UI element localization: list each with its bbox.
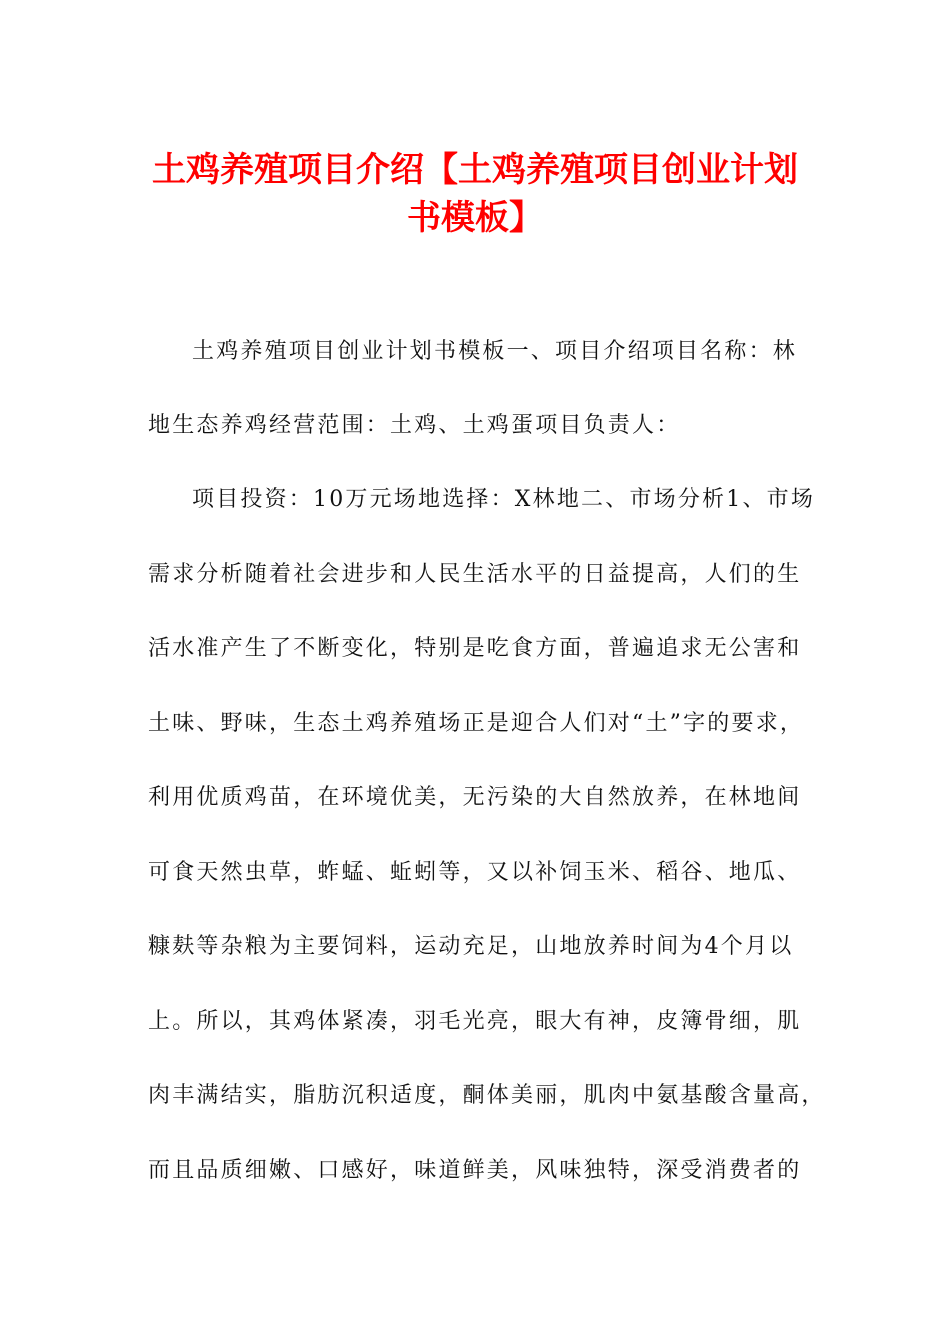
paragraph-line: 而且品质细嫩、口感好，味道鲜美，风味独特，深受消费者的 bbox=[148, 1158, 802, 1183]
paragraph-line: 利用优质鸡苗，在环境优美，无污染的大自然放养，在林地间 bbox=[148, 785, 802, 810]
document-title bbox=[130, 146, 820, 242]
paragraph-line: 需求分析随着社会进步和人民生活水平的日益提高，人们的生 bbox=[148, 562, 802, 587]
paragraph-line: 可食天然虫草，蚱蜢、蚯蚓等，又以补饲玉米、稻谷、地瓜、 bbox=[148, 860, 802, 885]
paragraph-line: 土味、野味，生态土鸡养殖场正是迎合人们对“土”字的要求， bbox=[148, 711, 805, 736]
paragraph-line: 肉丰满结实，脂肪沉积适度，酮体美丽，肌肉中氨基酸含量高， bbox=[148, 1083, 826, 1108]
title-line-2: 书模板】 bbox=[407, 198, 543, 238]
paragraph-line: 项目投资：10万元场地选择：X林地二、市场分析1、市场 bbox=[192, 487, 816, 512]
title-line-1: 土鸡养殖项目介绍【土鸡养殖项目创业计划 bbox=[152, 150, 798, 190]
paragraph-line: 糠麸等杂粮为主要饲料，运动充足，山地放养时间为4个月以 bbox=[148, 934, 794, 959]
paragraph-line: 地生态养鸡经营范围：土鸡、土鸡蛋项目负责人： bbox=[148, 413, 681, 438]
paragraph-line: 上。所以，其鸡体紧凑，羽毛光亮，眼大有神，皮簿骨细，肌 bbox=[148, 1009, 802, 1034]
paragraph-line: 活水准产生了不断变化，特别是吃食方面，普遍追求无公害和 bbox=[148, 636, 802, 661]
paragraph-line: 土鸡养殖项目创业计划书模板一、项目介绍项目名称：林 bbox=[192, 339, 798, 364]
